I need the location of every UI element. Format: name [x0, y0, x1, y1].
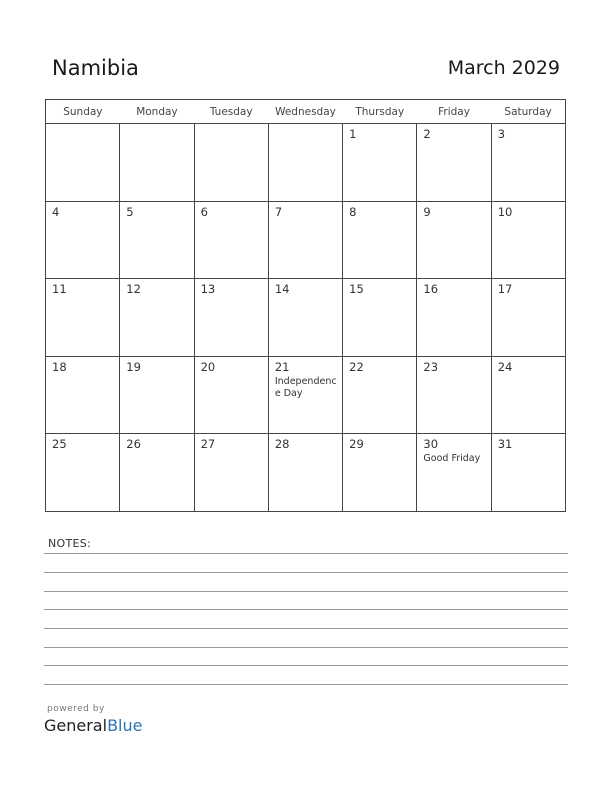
weekday-header: Wednesday — [268, 100, 342, 124]
day-number: 24 — [497, 359, 513, 374]
day-number: 26 — [126, 437, 141, 452]
day-number: 22 — [349, 359, 364, 374]
day-cell — [194, 201, 268, 279]
brand-blue: Blue — [107, 716, 143, 735]
day-cell — [491, 356, 565, 434]
weekday-header: Tuesday — [194, 100, 268, 124]
day-number: 3 — [497, 127, 506, 141]
day-number: 4 — [52, 204, 60, 219]
note-line — [44, 684, 568, 685]
day-cell — [491, 279, 565, 357]
day-cell — [46, 124, 120, 202]
country-title: Namibia — [52, 56, 139, 80]
day-number: 20 — [200, 359, 216, 374]
notes-label: NOTES: — [48, 537, 92, 550]
day-cell — [343, 279, 417, 357]
day-number: 9 — [423, 204, 431, 219]
day-cell — [194, 279, 268, 357]
holiday-label: Independence Day — [274, 375, 337, 399]
weekday-header: Monday — [120, 100, 194, 124]
day-number: 14 — [274, 282, 290, 297]
day-number: 2 — [423, 127, 431, 141]
week-row — [46, 124, 566, 202]
week-row — [46, 356, 566, 434]
day-cell — [343, 434, 417, 512]
day-number: 1 — [349, 127, 357, 141]
day-cell — [491, 124, 565, 202]
day-number: 13 — [200, 282, 216, 297]
day-cell — [194, 124, 268, 202]
week-row — [46, 434, 566, 512]
day-number: 25 — [52, 437, 67, 452]
note-line — [44, 628, 568, 629]
day-number: 15 — [349, 282, 364, 297]
week-row — [46, 279, 566, 357]
day-cell — [268, 124, 342, 202]
calendar-grid — [45, 99, 566, 512]
day-number: 29 — [349, 437, 364, 452]
day-cell — [46, 356, 120, 434]
day-number: 19 — [126, 359, 141, 374]
day-number: 7 — [274, 204, 283, 219]
day-cell — [417, 124, 491, 202]
day-number: 17 — [497, 282, 513, 297]
day-cell — [268, 356, 342, 434]
day-cell — [491, 201, 565, 279]
day-number: 11 — [52, 282, 67, 297]
day-number: 28 — [274, 437, 290, 452]
day-cell — [268, 201, 342, 279]
weekday-header: Thursday — [343, 100, 417, 124]
weekday-header: Friday — [417, 100, 491, 124]
day-cell — [120, 356, 194, 434]
day-cell — [46, 279, 120, 357]
day-number: 5 — [126, 204, 134, 219]
day-cell — [343, 201, 417, 279]
month-title: March 2029 — [447, 57, 560, 79]
note-line — [44, 609, 568, 610]
weekday-header-row — [46, 100, 566, 124]
brand-general: General — [44, 716, 108, 735]
day-number: 27 — [200, 437, 216, 452]
day-cell — [343, 124, 417, 202]
note-line — [44, 591, 568, 592]
day-number: 10 — [497, 204, 513, 219]
note-line — [44, 553, 568, 554]
day-number: 18 — [52, 359, 67, 374]
weekday-header: Saturday — [491, 100, 565, 124]
day-cell — [417, 201, 491, 279]
day-cell — [46, 201, 120, 279]
day-cell — [194, 434, 268, 512]
day-number: 8 — [349, 204, 357, 219]
day-cell — [268, 434, 342, 512]
day-number: 21 — [274, 359, 290, 374]
day-cell — [417, 279, 491, 357]
day-cell — [417, 434, 491, 512]
day-number: 31 — [497, 437, 513, 452]
weekday-header: Sunday — [46, 100, 120, 124]
day-cell — [343, 356, 417, 434]
day-cell — [120, 279, 194, 357]
day-cell — [120, 201, 194, 279]
week-row — [46, 201, 566, 279]
day-cell — [268, 279, 342, 357]
day-number: 23 — [423, 359, 439, 374]
day-number: 30 — [423, 437, 439, 452]
day-cell — [46, 434, 120, 512]
note-line — [44, 665, 568, 666]
powered-by-text: powered by — [47, 704, 105, 714]
brand-logo — [44, 716, 142, 735]
holiday-label: Good Friday — [423, 453, 481, 465]
day-cell — [417, 356, 491, 434]
day-cell — [194, 356, 268, 434]
day-cell — [120, 434, 194, 512]
note-line — [44, 647, 568, 648]
day-number: 16 — [423, 282, 439, 297]
note-line — [44, 572, 568, 573]
day-cell — [120, 124, 194, 202]
day-number: 12 — [126, 282, 141, 297]
day-cell — [491, 434, 565, 512]
day-number: 6 — [200, 204, 208, 219]
